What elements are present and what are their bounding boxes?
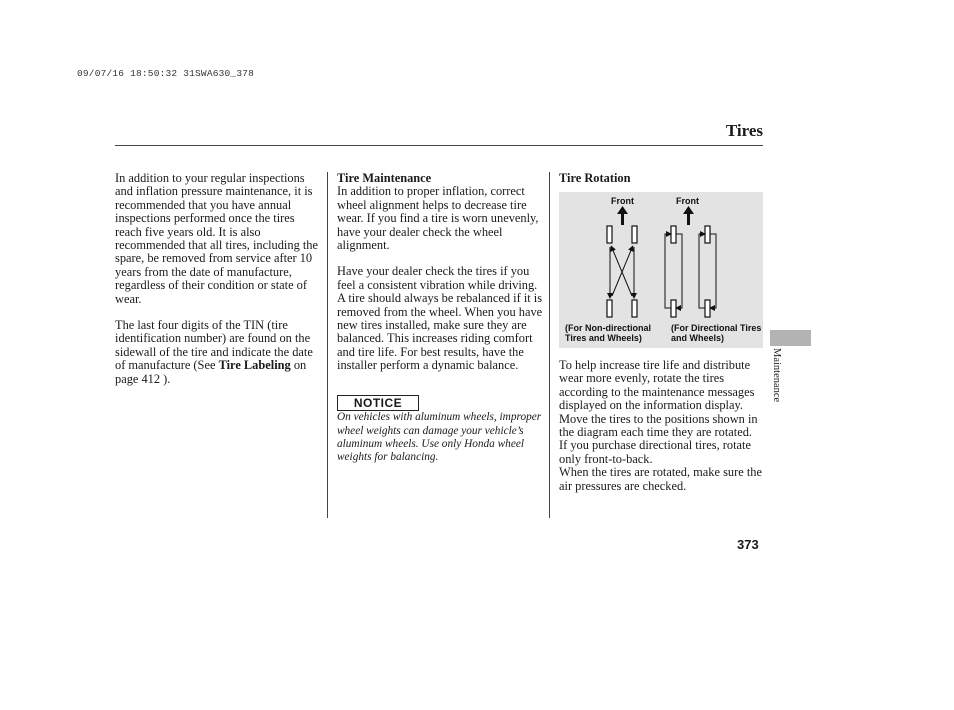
- column-divider-1: [327, 172, 328, 518]
- page-number: 373: [737, 537, 759, 552]
- front-label-left: Front: [611, 196, 634, 206]
- column-2: [337, 172, 543, 465]
- column-1: [115, 172, 321, 386]
- paragraph-air-pressure: When the tires are rotated, make sure the air pressures are checked.: [559, 465, 762, 493]
- tire-maintenance-heading: Tire Maintenance: [337, 171, 432, 185]
- paragraph-alignment: In addition to proper inflation, correct wheel alignment helps to decrease tire wear. If you find a tire is worn unevenly, have your dealer check the wheel alignment.: [337, 184, 539, 253]
- column-3-body: [559, 359, 763, 493]
- caption-non-directional: (For Non-directional Tires and Wheels): [565, 323, 651, 343]
- caption-directional: (For Directional Tires and Wheels): [671, 323, 762, 343]
- directional-tires-icon: [671, 226, 710, 317]
- title-rule: [115, 145, 763, 146]
- notice-text: On vehicles with aluminum wheels, improper wheel weights can damage your vehicle’s aluminum wheels. Use only Honda wheel weights for balancing.: [337, 411, 542, 464]
- tin-page-ref: on page 412 ).: [115, 358, 307, 386]
- tire-rotation-heading: Tire Rotation: [559, 171, 631, 185]
- paragraph-inspection: In addition to your regular inspections and inflation pressure maintenance, it is recommended that you have annual inspections performed once the tires reach five years old. It is also recommended that all tires, including the spare, be removed from service after 10 years from the date of manufacture, regardless of their condition or state of wear.: [115, 171, 319, 306]
- notice-badge: NOTICE: [337, 395, 419, 411]
- paragraph-balance: Have your dealer check the tires if you feel a consistent vibration while driving. A tire should always be rebalanced if it is removed from the wheel. When you have new tires installed, make sure they are balanced. This increases riding comfort and tire life. For best results, have the installer perform a dynamic balance.: [337, 264, 543, 373]
- column-divider-2: [549, 172, 550, 518]
- tire-labeling-ref[interactable]: Tire Labeling: [218, 358, 291, 373]
- page-title: Tires: [725, 121, 763, 140]
- print-stamp: 09/07/16 18:50:32 31SWA630_378: [77, 68, 255, 79]
- tin-text: The last four digits of the TIN (tire identification number) are found on the sidewall of the tire and indicate the date of manufacture (See: [115, 318, 313, 373]
- section-tab: [770, 330, 811, 346]
- paragraph-rotation: To help increase tire life and distribute wear more evenly, rotate the tires according to the maintenance messages displayed on the information display. Move the tires to the positions shown in the diagram each time they are rotated. If you purchase directional tires, rotate only front-to-back.: [559, 358, 758, 466]
- front-arrow-icon: [617, 206, 694, 225]
- section-label: Maintenance: [771, 348, 782, 403]
- column-3: [559, 172, 763, 185]
- paragraph-tin: [115, 319, 321, 386]
- tire-rotation-diagram: [559, 192, 763, 348]
- front-label-right: Front: [676, 196, 699, 206]
